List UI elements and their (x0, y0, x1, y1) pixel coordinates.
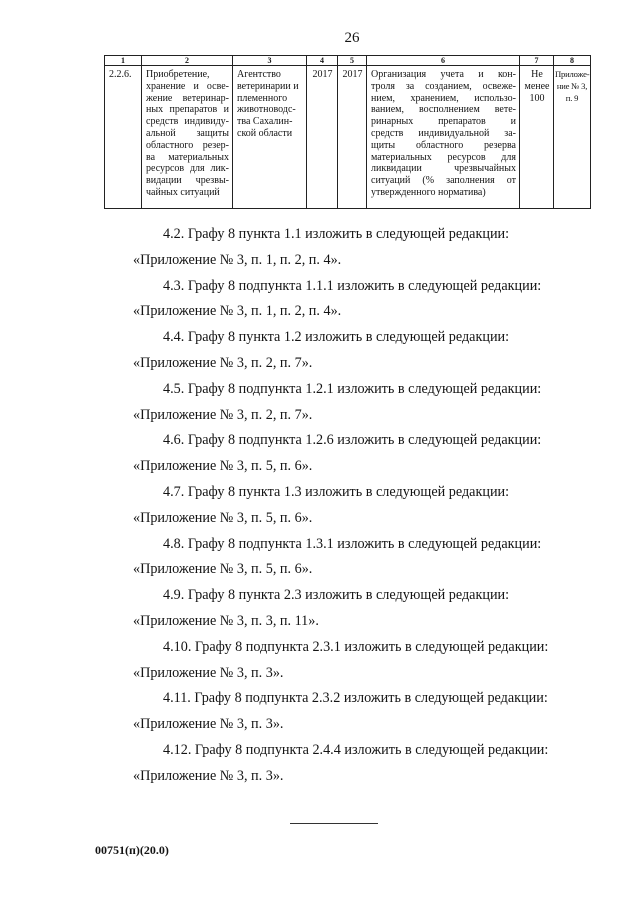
amendment-item (133, 325, 613, 377)
cell-text-line: Приобретение, (146, 69, 210, 80)
document-code: 00751(п)(20.0) (95, 843, 169, 857)
cell-text-line: 2017 (342, 69, 363, 80)
amendment-list (133, 222, 613, 790)
amendment-instruction: 4.2. Графу 8 пункта 1.1 изложить в следующей редакции: (163, 226, 510, 242)
cell-text-line: утвержденного норматива) (371, 186, 486, 198)
amendment-item (133, 635, 613, 687)
cell-text-line: средств индивиду- (146, 116, 229, 128)
amendment-new-text: «Приложение № 3, п. 1, п. 2, п. 4». (133, 303, 342, 320)
cell-activity (142, 66, 233, 209)
cell-text-line: ринарных препаратов и (371, 116, 516, 128)
amendment-new-text: «Приложение № 3, п. 2, п. 7». (133, 406, 313, 423)
cell-indicator (367, 66, 520, 209)
cell-text-line: тва Сахалин- (237, 116, 293, 128)
amendment-instruction: 4.8. Графу 8 подпункта 1.3.1 изложить в следующей редакции: (163, 535, 542, 552)
cell-text-line: жение ветеринар- (146, 92, 229, 104)
cell-target-value (520, 66, 554, 209)
cell-text-line: чайных ситуаций (146, 186, 220, 198)
column-number-8: 8 (554, 56, 591, 66)
amendment-item (133, 428, 613, 480)
cell-text-line: материальных ресурсов для (371, 151, 516, 163)
cell-end-year (338, 66, 367, 209)
cell-text-line: ных препаратов и (146, 104, 229, 116)
cell-text-line: нием, хранением, использо- (371, 92, 516, 104)
amendment-instruction: 4.11. Графу 8 подпункта 2.3.2 изложить в следующей редакции: (163, 690, 548, 707)
amendment-item (133, 222, 613, 274)
amendment-instruction: 4.3. Графу 8 подпункта 1.1.1 изложить в следующей редакции: (163, 277, 542, 294)
amendment-item (133, 480, 613, 532)
amendment-instruction: 4.5. Графу 8 подпункта 1.2.1 изложить в следующей редакции: (163, 380, 542, 397)
cell-text-line: 100 (529, 92, 545, 104)
separator-line (290, 823, 378, 824)
cell-text-line: 2.2.6. (109, 69, 132, 80)
cell-text-line: ликвидации чрезвычайных (371, 163, 516, 175)
amendment-new-text: «Приложение № 3, п. 5, п. 6». (133, 561, 313, 578)
amendment-new-text: «Приложение № 3, п. 3». (133, 664, 284, 681)
cell-text-line: альной защиты (146, 127, 229, 139)
amendment-new-text: «Приложение № 3, п. 3». (133, 716, 284, 733)
amendment-new-text: «Приложение № 3, п. 3, п. 11». (133, 612, 319, 629)
cell-text-line: животноводс- (237, 104, 296, 116)
amendment-new-text: «Приложение № 3, п. 5, п. 6». (133, 458, 313, 475)
amendment-item (133, 583, 613, 635)
cell-text-line: видации чрезвы- (146, 175, 229, 187)
cell-start-year (307, 66, 338, 209)
cell-text-line: ресурсов для лик- (146, 163, 229, 175)
amendment-item (133, 377, 613, 429)
column-number-4: 4 (307, 56, 338, 66)
amendment-instruction: 4.10. Графу 8 подпункта 2.3.1 изложить в следующей редакции: (163, 638, 549, 655)
cell-text-line: Организация учета и кон- (371, 69, 516, 80)
amendment-item (133, 738, 613, 790)
table-header-row (105, 56, 591, 66)
cell-text-line: Приложе- (555, 69, 590, 79)
amendment-new-text: «Приложение № 3, п. 2, п. 7». (133, 354, 313, 371)
column-number-2: 2 (142, 56, 233, 66)
cell-executor (233, 66, 307, 209)
cell-text-line: ской области (237, 127, 293, 139)
amendment-instruction: 4.12. Графу 8 подпункта 2.4.4 изложить в следующей редакции: (163, 741, 549, 758)
cell-text-line: ситуаций (% заполнения от (371, 175, 516, 187)
cell-text-line: менее (524, 80, 550, 92)
cell-text-line: племенного (237, 92, 288, 104)
program-table (104, 55, 591, 209)
amendment-instruction: 4.6. Графу 8 подпункта 1.2.6 изложить в следующей редакции: (163, 432, 542, 449)
cell-text-line: ванием, восполнением вете- (371, 104, 516, 116)
table-row (105, 66, 591, 209)
cell-text-line: Не (531, 69, 543, 80)
cell-text-line: областного резер- (146, 139, 229, 151)
column-number-5: 5 (338, 56, 367, 66)
cell-text-line: средств индивидуальной за- (371, 127, 516, 139)
cell-text-line: ние № 3, (556, 80, 588, 91)
column-number-7: 7 (520, 56, 554, 66)
cell-text-line: п. 9 (565, 92, 579, 103)
cell-text-line: троля за созданием, освеже- (371, 80, 516, 92)
column-number-3: 3 (233, 56, 307, 66)
cell-text-line: 2017 (312, 69, 333, 80)
column-number-1: 1 (105, 56, 142, 66)
page-number: 26 (344, 30, 360, 46)
cell-text-line: хранение и осве- (146, 80, 229, 92)
amendment-new-text: «Приложение № 3, п. 5, п. 6». (133, 509, 313, 526)
cell-reference (554, 66, 591, 209)
amendment-new-text: «Приложение № 3, п. 3». (133, 767, 284, 784)
cell-text-line: щиты областного резерва (371, 139, 516, 151)
column-number-6: 6 (367, 56, 520, 66)
amendment-item (133, 532, 613, 584)
amendment-instruction: 4.4. Графу 8 пункта 1.2 изложить в следующей редакции: (163, 329, 510, 346)
cell-item-number (105, 66, 142, 209)
cell-text-line: ветеринарии и (237, 80, 299, 92)
amendment-item (133, 274, 613, 326)
amendment-new-text: «Приложение № 3, п. 1, п. 2, п. 4». (133, 251, 342, 268)
amendment-instruction: 4.9. Графу 8 пункта 2.3 изложить в следующей редакции: (163, 587, 510, 604)
amendment-instruction: 4.7. Графу 8 пункта 1.3 изложить в следующей редакции: (163, 483, 510, 500)
cell-text-line: ва материальных (146, 151, 229, 163)
amendment-item (133, 686, 613, 738)
cell-text-line: Агентство (237, 69, 281, 80)
